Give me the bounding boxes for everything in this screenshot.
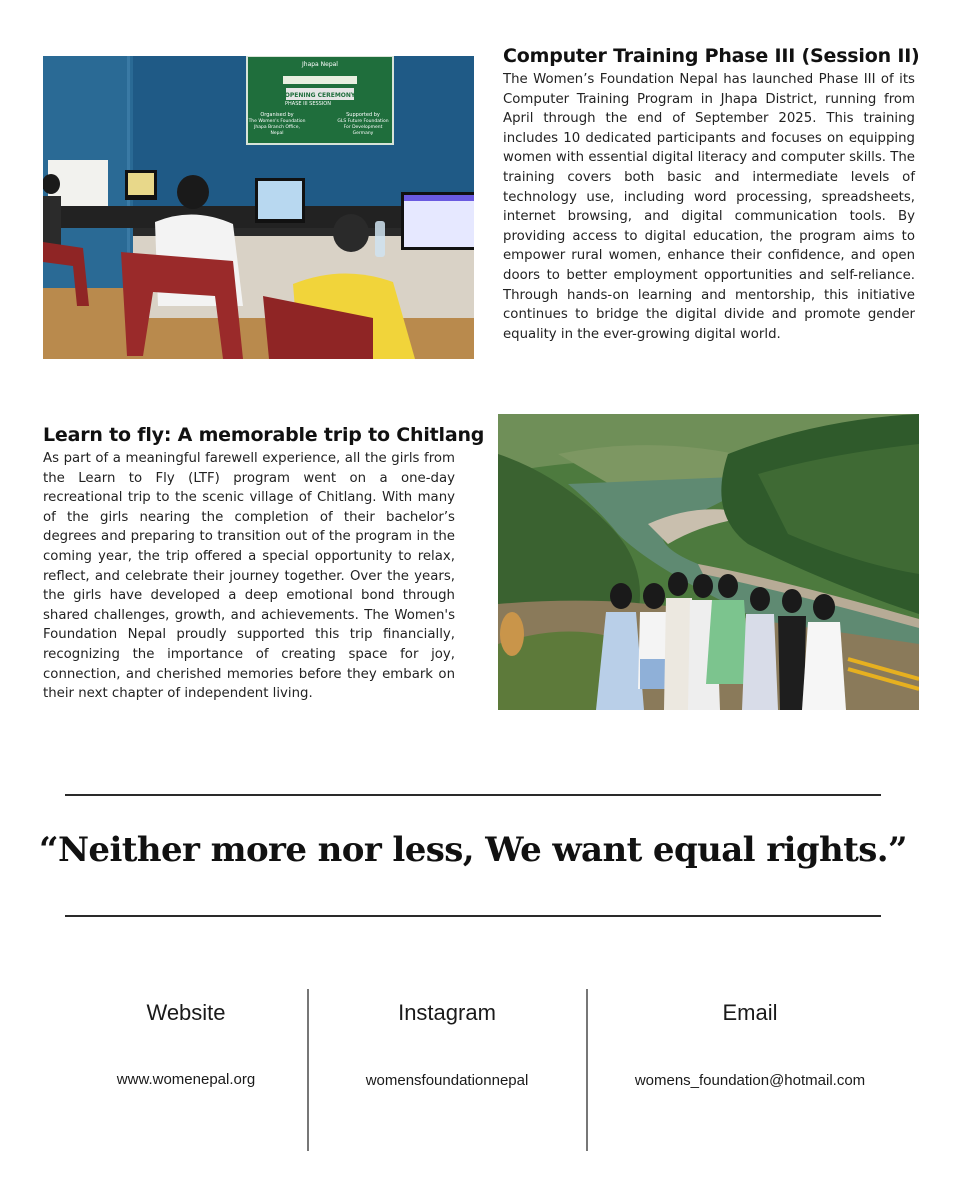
quote-top-rule bbox=[65, 794, 881, 796]
banner-line: PHASE III SESSION bbox=[285, 101, 331, 107]
banner-line: Supported by bbox=[346, 112, 380, 118]
chitlang-trip-photo bbox=[498, 414, 919, 710]
banner-line: OPENING CEREMONY bbox=[284, 92, 356, 99]
contact-heading-email: Email bbox=[722, 1000, 778, 1025]
banner-line: Organised by bbox=[260, 112, 294, 118]
banner-line: Germany bbox=[352, 131, 374, 136]
computer-training-photo bbox=[43, 56, 474, 359]
quote-text: “Neither more nor less, We want equal rights.” bbox=[39, 830, 907, 870]
contact-divider bbox=[586, 989, 588, 1151]
article-title: Computer Training Phase III (Session II) bbox=[503, 45, 920, 67]
article-body: The Women’s Foundation Nepal has launched Phase III of its Computer Training Program in Jhapa District, running from April through the end of September 2025. This training includes 10 dedicated participants and focuses on equipping women with essential digital literacy and computer skills. The training covers both basic and intermediate levels of technology use, including word processing, spreadsheets, internet browsing, and digital communication tools. By providing access to digital education, the program aims to empower rural women, enhance their confidence, and open doors to better employment opportunities and self-reliance. Through hands-on learning and mentorship, this initiative continues to bridge the digital divide and promote gender equality in the ever-growing digital world. bbox=[503, 72, 915, 342]
quote-bottom-rule bbox=[65, 915, 881, 917]
banner-line: Jhapa Branch Office, bbox=[254, 125, 300, 130]
email-link[interactable]: womens_foundation@hotmail.com bbox=[634, 1072, 866, 1089]
article-title: Learn to fly: A memorable trip to Chitlang bbox=[43, 424, 485, 446]
contact-heading-instagram: Instagram bbox=[398, 1000, 496, 1025]
contact-divider bbox=[307, 989, 309, 1151]
banner-line: The Women's Foundation bbox=[248, 119, 306, 124]
banner-line: Nepal bbox=[270, 131, 284, 136]
banner-line: For Development bbox=[343, 125, 383, 130]
banner-line: Jhapa Nepal bbox=[302, 61, 338, 68]
banner-line: GLS Future Foundation bbox=[337, 119, 389, 124]
website-link[interactable]: www.womenepal.org bbox=[116, 1071, 256, 1088]
instagram-handle[interactable]: womensfoundationnepal bbox=[365, 1072, 529, 1089]
contact-heading-website: Website bbox=[146, 1000, 226, 1025]
article-body: As part of a meaningful farewell experience, all the girls from the Learn to Fly (LTF) program went on a one-day recreational trip to the scenic village of Chitlang. With many of the girls nearing the completion of their bachelor’s degrees and preparing to transition out of the program in the coming year, the trip offered a special opportunity to relax, reflect, and celebrate their journey together. Over the years, the girls have developed a deep emotional bond through shared challenges, growth, and achievements. The Women's Foundation Nepal proudly supported this trip financially, recognizing the importance of creating space for joy, connection, and cherished memories before they embark on their next chapter of independent living. bbox=[43, 451, 455, 702]
